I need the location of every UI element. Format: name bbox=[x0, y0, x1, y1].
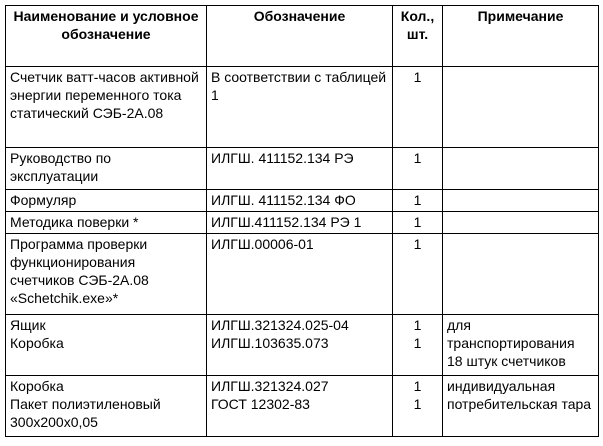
cell-qty bbox=[393, 376, 443, 437]
cell-note bbox=[443, 212, 599, 234]
header-qty: Кол., шт. bbox=[393, 6, 443, 67]
cell-name: Руководство по эксплуатации bbox=[6, 148, 207, 190]
cell-designation: В соответствии с таблицей 1 bbox=[207, 67, 393, 148]
header-note: Примечание bbox=[443, 6, 599, 67]
item-name: Ящик bbox=[10, 317, 46, 333]
table-header-row bbox=[6, 6, 599, 67]
cell-qty bbox=[393, 315, 443, 376]
item-name: Коробка bbox=[10, 378, 64, 394]
cell-note: для транспортирования 18 штук счетчиков bbox=[443, 315, 599, 376]
table-row bbox=[6, 315, 599, 376]
cell-name: Программа проверки функционирования счетчиков СЭБ-2А.08 «Schetchik.exe»* bbox=[6, 234, 207, 315]
header-designation: Обозначение bbox=[207, 6, 393, 67]
item-name: Пакет полиэтиленовый 300х200х0,05 bbox=[10, 396, 161, 430]
cell-designation: ИЛГШ. 411152.134 ФО bbox=[207, 190, 393, 212]
header-name: Наименование и условное обозначение bbox=[6, 6, 207, 67]
cell-name: Счетчик ватт-часов активной энергии переменного тока статический СЭБ-2А.08 bbox=[6, 67, 207, 148]
item-designation: ИЛГШ.321324.025-04 bbox=[211, 317, 349, 333]
item-designation: ГОСТ 12302-83 bbox=[211, 396, 310, 412]
table-row bbox=[6, 148, 599, 190]
cell-designation: ИЛГШ.00006-01 bbox=[207, 234, 393, 315]
cell-qty: 1 bbox=[393, 190, 443, 212]
cell-note bbox=[443, 190, 599, 212]
cell-name: Методика поверки * bbox=[6, 212, 207, 234]
cell-designation: ИЛГШ.411152.134 РЭ 1 bbox=[207, 212, 393, 234]
item-qty: 1 bbox=[413, 378, 422, 394]
table-row bbox=[6, 190, 599, 212]
table-row bbox=[6, 67, 599, 148]
item-qty: 1 bbox=[413, 396, 422, 412]
table-row bbox=[6, 234, 599, 315]
cell-note: индивидуальная потребительская тара bbox=[443, 376, 599, 437]
cell-qty: 1 bbox=[393, 212, 443, 234]
cell-note bbox=[443, 67, 599, 148]
item-designation: ИЛГШ.103635.073 bbox=[211, 335, 329, 351]
item-name: Коробка bbox=[10, 335, 64, 351]
item-designation: ИЛГШ.321324.027 bbox=[211, 378, 329, 394]
cell-designation: ИЛГШ. 411152.134 РЭ bbox=[207, 148, 393, 190]
cell-qty: 1 bbox=[393, 67, 443, 148]
cell-name bbox=[6, 376, 207, 437]
cell-designation bbox=[207, 376, 393, 437]
cell-note bbox=[443, 234, 599, 315]
cell-qty: 1 bbox=[393, 148, 443, 190]
cell-designation bbox=[207, 315, 393, 376]
item-qty: 1 bbox=[413, 317, 422, 333]
table-row bbox=[6, 376, 599, 437]
cell-name bbox=[6, 315, 207, 376]
table-row bbox=[6, 212, 599, 234]
cell-note bbox=[443, 148, 599, 190]
package-contents-table bbox=[5, 5, 599, 437]
cell-name: Формуляр bbox=[6, 190, 207, 212]
item-qty: 1 bbox=[413, 335, 422, 351]
cell-qty: 1 bbox=[393, 234, 443, 315]
